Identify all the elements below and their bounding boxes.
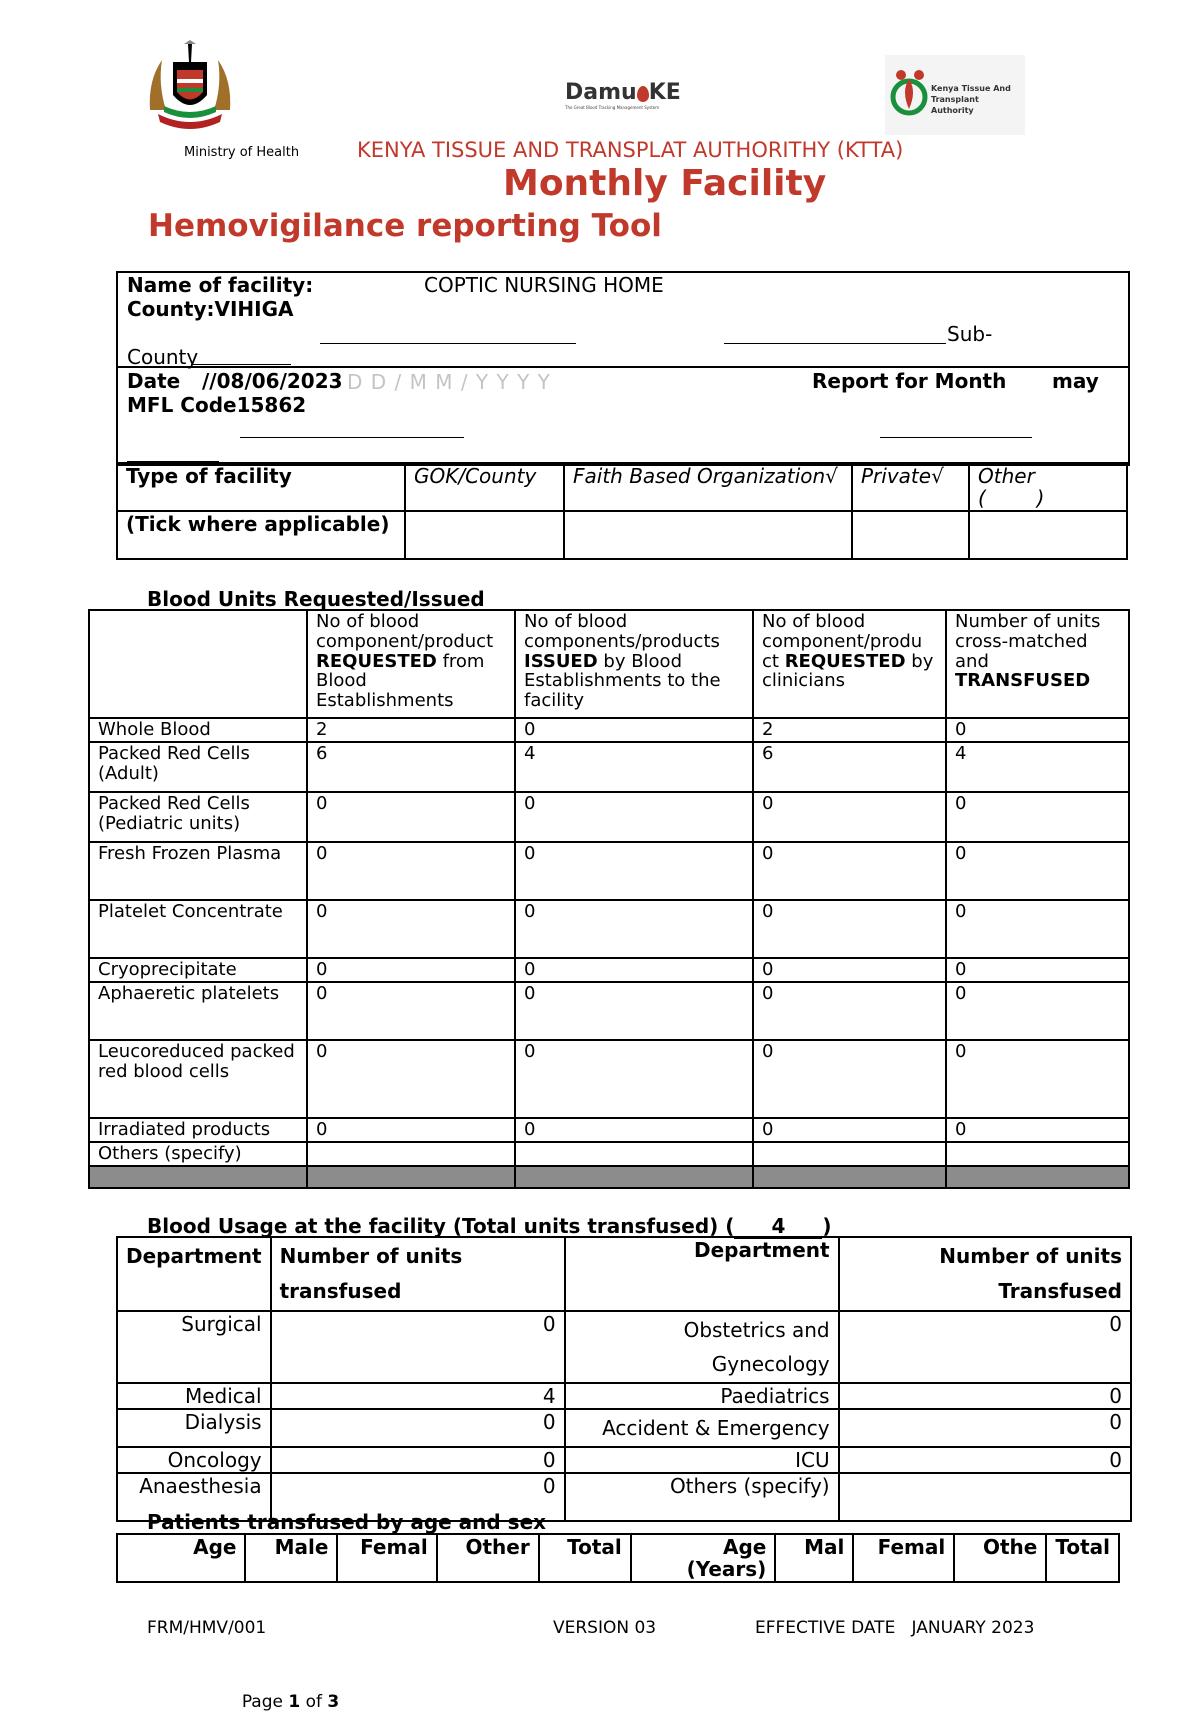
county-label-2: County	[127, 345, 199, 369]
ktta-logo-text: Kenya Tissue And Transplant Authority	[931, 84, 1011, 115]
units-row	[89, 1142, 1129, 1166]
usage-table	[116, 1236, 1132, 1522]
facility-type-table	[116, 462, 1128, 560]
units-value-cell[interactable]: 0	[946, 1040, 1129, 1118]
page-of: of	[300, 1692, 328, 1712]
type-label: Type of facility	[117, 463, 405, 511]
date-label: Date	[127, 369, 181, 393]
usage-units-cell[interactable]: 0	[271, 1473, 565, 1521]
grey-cell	[946, 1166, 1129, 1188]
units-value-cell[interactable]: 2	[753, 718, 946, 742]
mfl-label: MFL Code	[127, 393, 237, 417]
units-value-cell[interactable]: 0	[753, 842, 946, 900]
grey-cell	[307, 1166, 515, 1188]
units-grey-row	[89, 1166, 1129, 1188]
units-value-cell[interactable]: 0	[307, 958, 515, 982]
tick-fbo-cell[interactable]	[564, 511, 852, 559]
page-number	[231, 1672, 339, 1712]
usage-row	[117, 1311, 1131, 1383]
units-value-cell[interactable]: 6	[307, 742, 515, 792]
facility-name-label: Name of facility:	[127, 273, 314, 297]
units-value-cell[interactable]: 4	[515, 742, 753, 792]
county2-underline	[191, 364, 291, 365]
units-value-cell[interactable]: 0	[515, 900, 753, 958]
usage-units2-cell[interactable]	[839, 1473, 1131, 1521]
units-row-label: Irradiated products	[89, 1118, 307, 1142]
units-value-cell[interactable]	[946, 1142, 1129, 1166]
units-value-cell[interactable]: 0	[515, 1040, 753, 1118]
patients-header-cell: Mal	[775, 1534, 853, 1582]
usage-row	[117, 1383, 1131, 1409]
county-value[interactable]: VIHIGA	[214, 297, 294, 321]
tick-other-cell[interactable]	[969, 511, 1127, 559]
usage-dept2-cell: Paediatrics	[565, 1383, 839, 1409]
tick-private-cell[interactable]	[852, 511, 969, 559]
usage-row	[117, 1447, 1131, 1473]
patients-header-cell: Total	[1046, 1534, 1119, 1582]
effective-date: EFFECTIVE DATE JANUARY 2023	[755, 1618, 1035, 1638]
usage-units-cell[interactable]: 0	[271, 1311, 565, 1383]
type-private[interactable]: Private√	[852, 463, 969, 511]
units-header-cell: No of blood component/produ ct REQUESTED by clinicians	[753, 610, 946, 718]
usage-close-paren: )	[822, 1214, 832, 1238]
units-value-cell[interactable]: 0	[946, 718, 1129, 742]
units-value-cell[interactable]: 0	[946, 1118, 1129, 1142]
units-value-cell[interactable]: 0	[753, 982, 946, 1040]
units-value-cell[interactable]: 0	[307, 900, 515, 958]
units-value-cell[interactable]: 6	[753, 742, 946, 792]
units-row-label: Cryoprecipitate	[89, 958, 307, 982]
county-label-text: County:	[127, 297, 215, 321]
mfl-underline	[240, 437, 464, 438]
units-value-cell[interactable]: 0	[946, 792, 1129, 842]
usage-dept2-cell: ICU	[565, 1447, 839, 1473]
units-value-cell[interactable]: 0	[515, 1118, 753, 1142]
usage-header-units: Number of units transfused	[271, 1237, 565, 1311]
usage-dept-cell: Medical	[117, 1383, 271, 1409]
damuke-logo-text: Damu	[565, 80, 637, 105]
mfl-value[interactable]: 15862	[236, 393, 307, 417]
type-other[interactable]	[969, 463, 1127, 511]
kenya-coat-of-arms-logo	[140, 40, 240, 132]
subcounty-label: Sub-	[947, 322, 993, 346]
ktta-emblem-icon	[889, 69, 931, 117]
units-value-cell[interactable]: 0	[753, 1040, 946, 1118]
usage-dept-cell: Oncology	[117, 1447, 271, 1473]
usage-dept2-cell: Accident & Emergency	[565, 1409, 839, 1447]
usage-units2-cell[interactable]: 0	[839, 1409, 1131, 1447]
usage-header-dept2: Department	[565, 1237, 839, 1311]
units-header-cell: No of blood component/product REQUESTED from Blood Establishments	[307, 610, 515, 718]
page-current: 1	[288, 1692, 301, 1712]
patients-header-cell: Femal	[337, 1534, 436, 1582]
grey-cell	[515, 1166, 753, 1188]
units-row-label: Packed Red Cells (Pediatric units)	[89, 792, 307, 842]
type-other-label: Other	[978, 464, 1035, 488]
units-value-cell[interactable]: 0	[307, 982, 515, 1040]
units-value-cell[interactable]: 0	[307, 792, 515, 842]
units-value-cell[interactable]: 0	[753, 900, 946, 958]
units-header-cell: No of blood components/products ISSUED by Blood Establishments to the facility	[515, 610, 753, 718]
county-underline	[320, 343, 576, 344]
usage-header-dept: Department	[117, 1237, 271, 1311]
type-gok[interactable]: GOK/County	[405, 463, 564, 511]
units-row-label: Packed Red Cells (Adult)	[89, 742, 307, 792]
blood-drop-icon	[637, 86, 649, 102]
units-row-label: Others (specify)	[89, 1142, 307, 1166]
units-value-cell[interactable]	[753, 1142, 946, 1166]
usage-header-units2: Number of units Transfused	[839, 1237, 1131, 1311]
units-row	[89, 982, 1129, 1040]
usage-units2-cell[interactable]: 0	[839, 1311, 1131, 1383]
units-row	[89, 718, 1129, 742]
units-value-cell[interactable]: 0	[946, 958, 1129, 982]
units-value-cell[interactable]: 4	[946, 742, 1129, 792]
units-value-cell[interactable]: 0	[307, 1040, 515, 1118]
units-value-cell[interactable]: 0	[753, 792, 946, 842]
subcounty-underline	[724, 343, 946, 344]
usage-units2-cell[interactable]: 0	[839, 1383, 1131, 1409]
units-value-cell[interactable]: 0	[946, 900, 1129, 958]
title-line1: Monthly Facility	[503, 163, 827, 204]
type-faith-based[interactable]: Faith Based Organization√	[564, 463, 852, 511]
grey-cell	[753, 1166, 946, 1188]
units-value-cell[interactable]: 0	[946, 842, 1129, 900]
patients-header-cell: Othe	[954, 1534, 1046, 1582]
units-section-title: Blood Units Requested/Issued	[147, 587, 485, 611]
units-row-label: Platelet Concentrate	[89, 900, 307, 958]
units-value-cell[interactable]: 0	[946, 982, 1129, 1040]
version: VERSION 03	[553, 1618, 657, 1638]
units-row-label: Whole Blood	[89, 718, 307, 742]
units-value-cell[interactable]: 0	[515, 718, 753, 742]
page-prefix: Page	[241, 1692, 289, 1712]
units-row	[89, 1040, 1129, 1118]
units-corner	[89, 610, 307, 718]
units-row	[89, 958, 1129, 982]
units-value-cell[interactable]: 0	[515, 982, 753, 1040]
units-value-cell[interactable]: 0	[515, 792, 753, 842]
units-value-cell[interactable]: 0	[753, 1118, 946, 1142]
usage-dept-cell: Anaesthesia	[117, 1473, 271, 1521]
damuke-logo	[565, 80, 685, 120]
facility-name-value[interactable]: COPTIC NURSING HOME	[424, 273, 664, 297]
usage-dept-cell: Surgical	[117, 1311, 271, 1383]
usage-dept2-cell: Others (specify)	[565, 1473, 839, 1521]
date-placeholder: D D / M M / Y Y Y Y	[347, 370, 551, 394]
page-total: 3	[327, 1692, 340, 1712]
units-row	[89, 842, 1129, 900]
units-header-cell: Number of units cross-matched and TRANSFUSED	[946, 610, 1129, 718]
usage-title-text: Blood Usage at the facility (Total units transfused) (	[147, 1214, 735, 1238]
usage-total-value[interactable]: 4	[734, 1214, 822, 1239]
patients-section-title: Patients transfused by age and sex	[147, 1510, 547, 1534]
usage-units2-cell[interactable]: 0	[839, 1447, 1131, 1473]
units-table	[88, 609, 1130, 1189]
units-value-cell[interactable]: 0	[515, 958, 753, 982]
date-value[interactable]: //08/06/2023	[202, 369, 343, 393]
patients-header-cell: Age (Years)	[631, 1534, 776, 1582]
usage-units-cell[interactable]: 0	[271, 1447, 565, 1473]
units-row	[89, 742, 1129, 792]
usage-units-cell[interactable]: 0	[271, 1409, 565, 1447]
county-label	[127, 297, 294, 321]
title-line2: Hemovigilance reporting Tool	[148, 208, 662, 244]
units-value-cell[interactable]	[515, 1142, 753, 1166]
report-month-value[interactable]: may	[1052, 369, 1099, 393]
units-value-cell[interactable]: 2	[307, 718, 515, 742]
units-row	[89, 792, 1129, 842]
units-value-cell[interactable]: 0	[307, 1118, 515, 1142]
ministry-label: Ministry of Health	[184, 145, 300, 160]
units-value-cell[interactable]: 0	[753, 958, 946, 982]
units-value-cell[interactable]: 0	[515, 842, 753, 900]
patients-header-cell: Age	[117, 1534, 245, 1582]
patients-header-cell: Total	[539, 1534, 631, 1582]
tick-label: (Tick where applicable)	[117, 511, 405, 559]
tick-gok-cell[interactable]	[405, 511, 564, 559]
usage-dept2-cell: Obstetrics and Gynecology	[565, 1311, 839, 1383]
patients-header-cell: Other	[437, 1534, 539, 1582]
month-underline	[880, 437, 1032, 438]
authority-name: KENYA TISSUE AND TRANSPLAT AUTHORITHY (KTTA)	[357, 138, 904, 162]
damuke-tagline: The Great Blood Tracking Management System	[565, 105, 660, 110]
report-month-label: Report for Month	[812, 369, 1007, 393]
usage-dept-cell: Dialysis	[117, 1409, 271, 1447]
form-code: FRM/HMV/001	[147, 1618, 267, 1638]
usage-row	[117, 1409, 1131, 1447]
ktta-logo	[885, 55, 1025, 135]
patients-header-cell: Male	[245, 1534, 337, 1582]
patients-header-cell: Femal	[853, 1534, 954, 1582]
units-row-label: Leucoreduced packed red blood cells	[89, 1040, 307, 1118]
units-value-cell[interactable]: 0	[307, 842, 515, 900]
grey-cell	[89, 1166, 307, 1188]
units-row-label: Fresh Frozen Plasma	[89, 842, 307, 900]
units-row-label: Aphaeretic platelets	[89, 982, 307, 1040]
mfl-code	[127, 393, 306, 417]
units-row	[89, 1118, 1129, 1142]
units-value-cell[interactable]	[307, 1142, 515, 1166]
usage-units-cell[interactable]: 4	[271, 1383, 565, 1409]
damuke-logo-suffix: KE	[648, 80, 681, 105]
units-row	[89, 900, 1129, 958]
patients-table	[116, 1533, 1120, 1583]
type-other-paren: ( )	[978, 486, 1045, 510]
